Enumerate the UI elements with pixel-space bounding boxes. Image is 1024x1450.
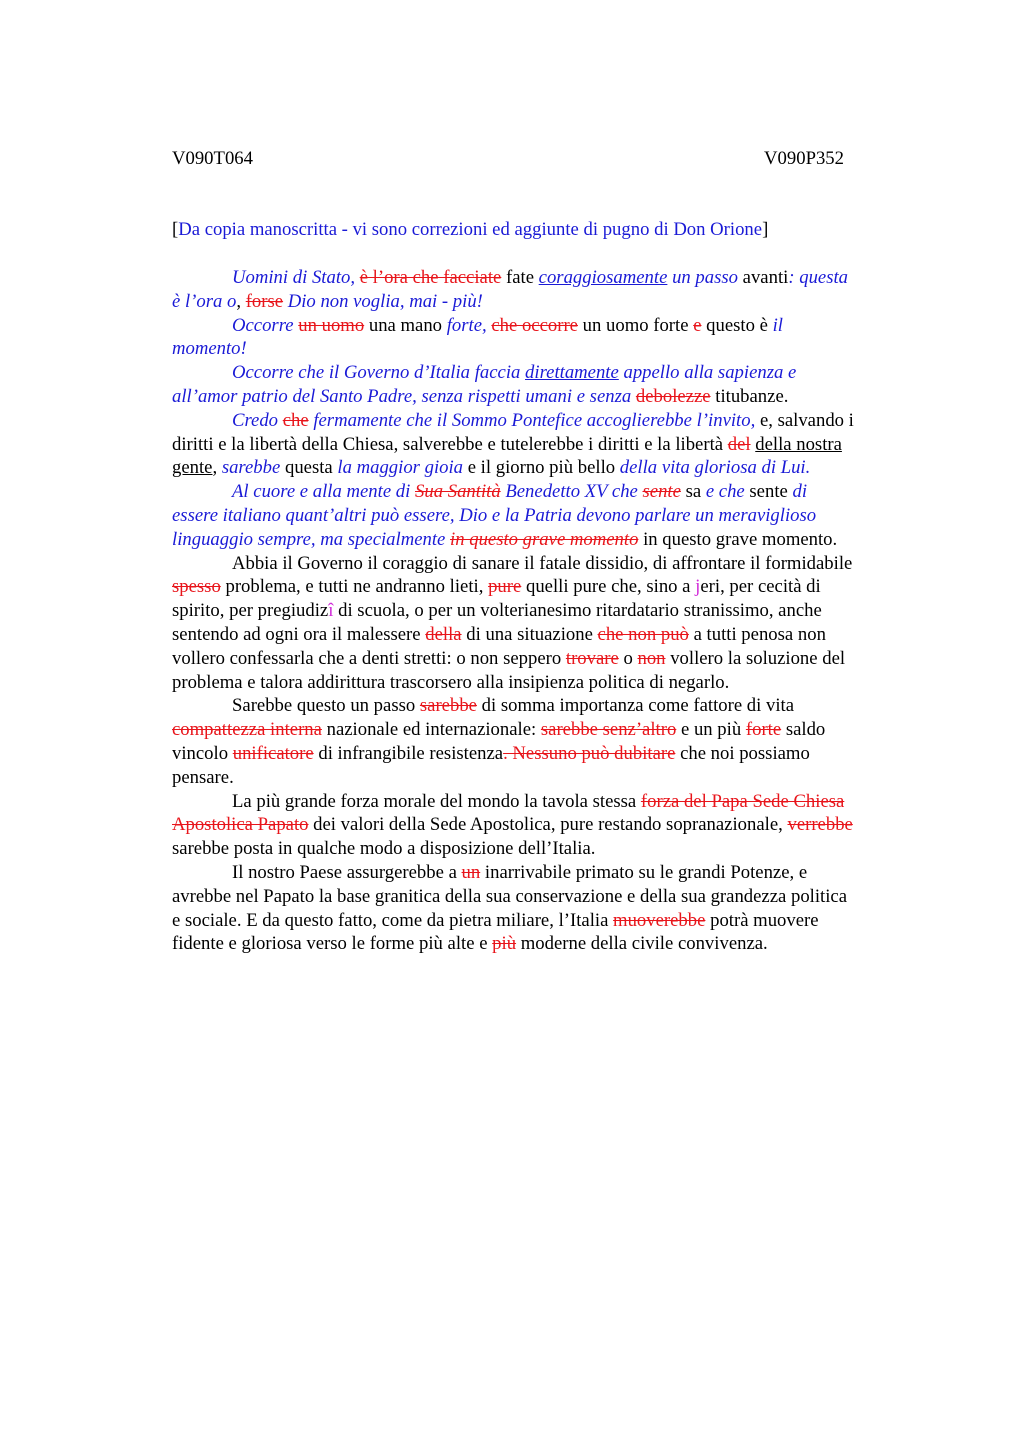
added-text: all’amor patrio del Santo Padre, senza rispetti umani e senza [172, 385, 636, 407]
text-run: questa [280, 457, 338, 479]
text-run: questo è [701, 314, 773, 336]
added-text: Occorre [232, 314, 299, 336]
added-text: Benedetto XV che [500, 481, 643, 503]
deleted-text: non [637, 647, 666, 669]
added-text: fermamente che il Sommo Pontefice accoglierebbe l’invito, [308, 409, 756, 431]
text-run: nazionale ed internazionale: [321, 719, 541, 741]
text-run: Il nostro Paese assurgerebbe a [232, 861, 462, 883]
text-run: sente [744, 481, 793, 503]
paragraph [172, 552, 922, 695]
deleted-text: sarebbe senz’altro [540, 719, 677, 741]
text-line [172, 600, 822, 621]
text-line [172, 386, 788, 407]
text-run: una mano [364, 314, 447, 336]
added-text: essere italiano quant’altri può essere, Dio e la Patria devono parlare un meraviglioso [172, 504, 817, 526]
text-line [232, 553, 852, 574]
paragraph [172, 266, 922, 314]
added-text: Al cuore e alla mente di [232, 481, 416, 503]
deleted-text: sente [642, 481, 681, 503]
added-text: la maggior gioia [337, 457, 464, 479]
text-run: e il giorno più bello [463, 457, 620, 479]
text-run: sa [680, 481, 706, 503]
added-text: momento! [172, 338, 247, 360]
text-line [232, 862, 807, 883]
text-run: un uomo forte [577, 314, 694, 336]
text-line [232, 362, 796, 383]
text-run: eri, per cecità di [700, 576, 821, 598]
text-run: sentendo ad ogni ora il malessere [172, 623, 426, 645]
deleted-text: verrebbe [787, 814, 853, 836]
text-run: vincolo [172, 742, 233, 764]
text-run: vollero confessarla che a denti stretti: o non seppero [172, 647, 566, 669]
deleted-text: più [492, 933, 517, 955]
text-run: sarebbe posta in qualche modo a disposizione dell’Italia. [172, 838, 596, 860]
note-close-bracket: ] [762, 219, 769, 240]
text-run: avrebbe nel Papato la base granitica della sua conservazione e della sua grandezza politica [172, 885, 848, 907]
text-run: , [236, 290, 246, 312]
added-text: è l’ora o [172, 290, 237, 312]
text-line [172, 505, 816, 526]
added-text: linguaggio sempre, ma specialmente [172, 528, 451, 550]
deleted-text: e [693, 314, 702, 336]
text-line [172, 457, 810, 478]
deleted-text: della [425, 623, 462, 645]
deleted-text: forse [245, 290, 284, 312]
text-line [232, 481, 807, 502]
inserted-letter: j [695, 576, 701, 598]
text-line [172, 719, 825, 740]
paragraph [172, 314, 922, 362]
text-run: titubanze. [710, 385, 789, 407]
text-line [172, 529, 837, 550]
added-text: Credo [232, 409, 283, 431]
text-run: vollero la soluzione del [665, 647, 846, 669]
text-run: spirito, per pregiudiz [172, 600, 329, 622]
paragraph [172, 790, 922, 861]
text-run: quelli pure che, sino a [521, 576, 696, 598]
text-run: di scuola, o per un volterianesimo ritardatario stranissimo, anche [333, 600, 822, 622]
text-run: problema e talora addirittura trascorsero alla insipienza politica di negarlo. [172, 671, 730, 693]
deleted-text: pure [488, 576, 522, 598]
text-line [172, 624, 826, 645]
document-body [172, 266, 922, 956]
added-text: della nostra [755, 433, 842, 455]
deleted-text: spesso [172, 576, 221, 598]
text-line [172, 767, 234, 788]
added-text: della vita gloriosa di Lui. [619, 457, 811, 479]
text-line [172, 838, 595, 859]
text-line [172, 434, 842, 455]
note-text: Da copia manoscritta - vi sono correzioni ed aggiunte di pugno di Don Orione [178, 219, 763, 240]
deleted-text: debolezze [635, 385, 711, 407]
deleted-text: un uomo [298, 314, 365, 336]
paragraph [172, 361, 922, 409]
added-text: direttamente [525, 362, 619, 384]
added-text: gente [172, 457, 213, 479]
text-line [232, 791, 844, 812]
text-run: che noi possiamo [675, 742, 810, 764]
added-text: di [792, 481, 808, 503]
text-run: in questo grave momento. [638, 528, 838, 550]
added-text: appello alla sapienza e [618, 362, 797, 384]
added-text: Occorre che il Governo d’Italia faccia [232, 362, 526, 384]
deleted-text: Sua Santità [415, 481, 501, 503]
text-run: dei valori della Sede Apostolica, pure restando sopranazionale, [308, 814, 788, 836]
added-text: coraggiosamente [538, 267, 668, 288]
text-run: saldo [781, 719, 826, 741]
deleted-text: è l’ora che facciate [359, 267, 502, 288]
text-run: La più grande forza morale del mondo la tavola stessa [232, 790, 641, 812]
paragraph [172, 861, 922, 956]
text-run: inarrivabile primato su le grandi Potenze, e [480, 861, 808, 883]
added-text: un passo [667, 267, 738, 288]
text-line [172, 933, 768, 954]
text-run: e un più [676, 719, 746, 741]
deleted-text: unificatore [232, 742, 314, 764]
added-text: forte, [446, 314, 492, 336]
deleted-text: . Nessuno può dubitare [503, 742, 676, 764]
text-line [172, 886, 847, 907]
text-run: o [618, 647, 638, 669]
document-code-right: V090P352 [764, 148, 844, 169]
deleted-text: del [727, 433, 751, 455]
text-run: potrà muovere [705, 909, 819, 931]
text-run: fate [501, 267, 539, 288]
deleted-text: forte [745, 719, 782, 741]
deleted-text: muoverebbe [613, 909, 706, 931]
text-line [172, 743, 810, 764]
text-line [172, 291, 483, 312]
text-run: pensare. [172, 766, 234, 788]
text-run: moderne della civile convivenza. [516, 933, 768, 955]
text-run: di somma importanza come fattore di vita [476, 695, 795, 717]
text-run: fidente e gloriosa verso le forme più alte e [172, 933, 493, 955]
text-line [232, 315, 783, 336]
text-line [232, 695, 794, 716]
text-run: e sociale. E da questo fatto, come da pietra miliare, l’Italia [172, 909, 614, 931]
deleted-text: in questo grave momento [450, 528, 639, 550]
text-line [232, 267, 848, 288]
text-line [172, 576, 821, 597]
text-run: di infrangibile resistenza [313, 742, 504, 764]
deleted-text: che [282, 409, 309, 431]
text-run: a tutti penosa non [688, 623, 826, 645]
paragraph [172, 694, 922, 789]
added-text: Uomini di Stato, [232, 267, 360, 288]
deleted-text: compattezza interna [172, 719, 322, 741]
text-run: problema, e tutti ne andranno lieti, [220, 576, 489, 598]
text-line [232, 410, 854, 431]
added-text: e che [705, 481, 745, 503]
added-text: Dio non voglia, mai - più! [283, 290, 483, 312]
paragraph [172, 480, 922, 551]
deleted-text: trovare [565, 647, 619, 669]
text-run: avanti [738, 267, 789, 288]
deleted-text: forza del Papa Sede Chiesa [640, 790, 845, 812]
inserted-letter: î [328, 600, 334, 622]
text-line [172, 814, 853, 835]
source-note [172, 218, 768, 242]
added-text: : questa [788, 267, 849, 288]
added-text: il [772, 314, 783, 336]
text-run: diritti e la libertà della Chiesa, salverebbe e tutelerebbe i diritti e la libertà [172, 433, 728, 455]
text-run: , [212, 457, 222, 479]
text-run: Abbia il Governo il coraggio di sanare il fatale dissidio, di affrontare il formidabile [232, 552, 853, 574]
text-line [172, 648, 845, 669]
deleted-text: sarebbe [419, 695, 477, 717]
deleted-text: un [461, 861, 481, 883]
text-line [172, 910, 819, 931]
text-run: e, salvando i [755, 409, 854, 431]
text-line [172, 672, 729, 693]
deleted-text: Apostolica Papato [172, 814, 309, 836]
deleted-text: che occorre [491, 314, 578, 336]
text-run: Sarebbe questo un passo [232, 695, 420, 717]
added-text: sarebbe [221, 457, 281, 479]
text-run: di una situazione [461, 623, 598, 645]
deleted-text: che non può [597, 623, 689, 645]
paragraph [172, 409, 922, 480]
note-open-bracket: [ [172, 219, 179, 240]
text-line [172, 338, 247, 359]
document-code-left: V090T064 [172, 148, 253, 169]
